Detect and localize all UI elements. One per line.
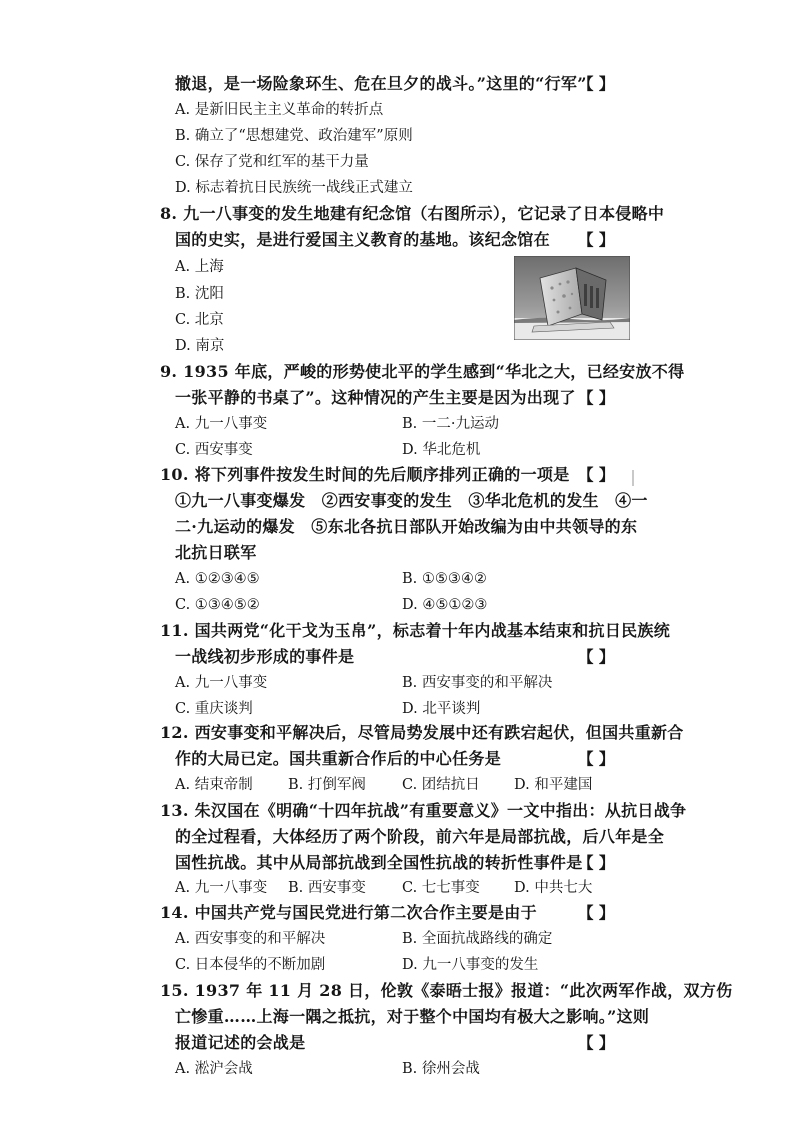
- q9-option-d[interactable]: D. 华北危机: [402, 442, 481, 458]
- q7-option-c[interactable]: C. 保存了党和红军的基干力量: [175, 154, 369, 170]
- q11-option-d[interactable]: D. 北平谈判: [402, 701, 481, 717]
- q14-answer-bracket[interactable]: 【 】: [578, 903, 615, 922]
- q15-answer-bracket[interactable]: 【 】: [578, 1033, 615, 1052]
- q7-option-d[interactable]: D. 标志着抗日民族统一战线正式建立: [175, 180, 413, 196]
- q15-stem-line-1: 15. 1937 年 11 月 28 日，伦敦《泰晤士报》报道：“此次两军作战，双方伤: [160, 981, 733, 1000]
- q11-option-c[interactable]: C. 重庆谈判: [175, 701, 253, 717]
- q9-stem-line-2: 一张平静的书桌了”。这种情况的产生主要是因为出现了: [175, 388, 576, 407]
- q12-option-c[interactable]: C. 团结抗日: [402, 777, 480, 793]
- q8-answer-bracket[interactable]: 【 】: [578, 230, 615, 249]
- q12-answer-bracket[interactable]: 【 】: [578, 749, 615, 768]
- q15-stem-line-3: 报道记述的会战是: [175, 1033, 306, 1052]
- q10-stem-line-1: 10. 将下列事件按发生时间的先后顺序排列正确的一项是: [160, 465, 570, 484]
- q9-answer-bracket[interactable]: 【 】: [578, 388, 615, 407]
- q11-option-b[interactable]: B. 西安事变的和平解决: [402, 675, 553, 691]
- q10-option-b[interactable]: B. ①⑤③④②: [402, 571, 487, 587]
- q13-stem-line-1: 13. 朱汉国在《明确“十四年抗战”有重要意义》一文中指出：从抗日战争: [160, 801, 687, 820]
- q12-option-a[interactable]: A. 结束帝制: [175, 777, 253, 793]
- q10-stem-line-2: ①九一八事变爆发 ②西安事变的发生 ③华北危机的发生 ④一: [175, 491, 648, 510]
- q10-answer-bracket[interactable]: 【 】: [578, 465, 615, 484]
- q11-answer-bracket[interactable]: 【 】: [578, 647, 615, 666]
- q14-stem-line-1: 14. 中国共产党与国民党进行第二次合作主要是由于: [160, 903, 537, 922]
- q8-option-b[interactable]: B. 沈阳: [175, 286, 224, 302]
- q11-option-a[interactable]: A. 九一八事变: [175, 675, 268, 691]
- q14-option-d[interactable]: D. 九一八事变的发生: [402, 957, 539, 973]
- q12-option-b[interactable]: B. 打倒军阀: [288, 777, 366, 793]
- q15-option-a[interactable]: A. 淞沪会战: [175, 1061, 253, 1077]
- q9-option-c[interactable]: C. 西安事变: [175, 442, 253, 458]
- q13-stem-line-3: 国性抗战。其中从局部抗战到全国性抗战的转折性事件是: [175, 853, 583, 872]
- q8-option-c[interactable]: C. 北京: [175, 312, 224, 328]
- q13-option-c[interactable]: C. 七七事变: [402, 880, 480, 896]
- q9-option-a[interactable]: A. 九一八事变: [175, 416, 268, 432]
- q14-option-a[interactable]: A. 西安事变的和平解决: [175, 931, 326, 947]
- q9-option-b[interactable]: B. 一二·九运动: [402, 416, 499, 432]
- memorial-hall-photo: [514, 256, 630, 340]
- q14-option-c[interactable]: C. 日本侵华的不断加剧: [175, 957, 326, 973]
- q8-option-d[interactable]: D. 南京: [175, 338, 225, 354]
- q15-stem-line-2: 亡惨重……上海一隅之抵抗，对于整个中国均有极大之影响。”这则: [175, 1007, 650, 1026]
- scan-speck: [632, 470, 634, 486]
- q10-stem-line-4: 北抗日联军: [175, 543, 257, 562]
- q15-option-b[interactable]: B. 徐州会战: [402, 1061, 480, 1077]
- q13-option-b[interactable]: B. 西安事变: [288, 880, 366, 896]
- q12-option-d[interactable]: D. 和平建国: [514, 777, 593, 793]
- q12-stem-line-1: 12. 西安事变和平解决后，尽管局势发展中还有跌宕起伏，但国共重新合: [160, 723, 684, 742]
- q10-stem-line-3: 二·九运动的爆发 ⑤东北各抗日部队开始改编为由中共领导的东: [175, 517, 638, 536]
- q10-option-d[interactable]: D. ④⑤①②③: [402, 597, 488, 613]
- q11-stem-line-2: 一战线初步形成的事件是: [175, 647, 355, 666]
- q7-answer-bracket[interactable]: 【 】: [578, 74, 615, 93]
- q10-option-a[interactable]: A. ①②③④⑤: [175, 571, 260, 587]
- q13-answer-bracket[interactable]: 【 】: [578, 853, 615, 872]
- q8-stem-line-1: 8. 九一八事变的发生地建有纪念馆（右图所示），它记录了日本侵略中: [160, 204, 665, 223]
- q8-stem-line-2: 国的史实，是进行爱国主义教育的基地。该纪念馆在: [175, 230, 550, 249]
- q7-option-b[interactable]: B. 确立了“思想建党、政治建军”原则: [175, 128, 413, 144]
- q12-stem-line-2: 作的大局已定。国共重新合作后的中心任务是: [175, 749, 502, 768]
- q7-stem-line: 撤退，是一场险象环生、危在旦夕的战斗。”这里的“行军”: [175, 74, 587, 93]
- q13-stem-line-2: 的全过程看，大体经历了两个阶段，前六年是局部抗战，后八年是全: [175, 827, 665, 846]
- q10-option-c[interactable]: C. ①③④⑤②: [175, 597, 260, 613]
- q14-option-b[interactable]: B. 全面抗战路线的确定: [402, 931, 553, 947]
- q13-option-d[interactable]: D. 中共七大: [514, 880, 593, 896]
- q13-option-a[interactable]: A. 九一八事变: [175, 880, 268, 896]
- q9-stem-line-1: 9. 1935 年底，严峻的形势使北平的学生感到“华北之大，已经安放不得: [160, 362, 685, 381]
- q11-stem-line-1: 11. 国共两党“化干戈为玉帛”，标志着十年内战基本结束和抗日民族统: [160, 621, 671, 640]
- q7-option-a[interactable]: A. 是新旧民主主义革命的转折点: [175, 102, 384, 118]
- q8-option-a[interactable]: A. 上海: [175, 259, 224, 275]
